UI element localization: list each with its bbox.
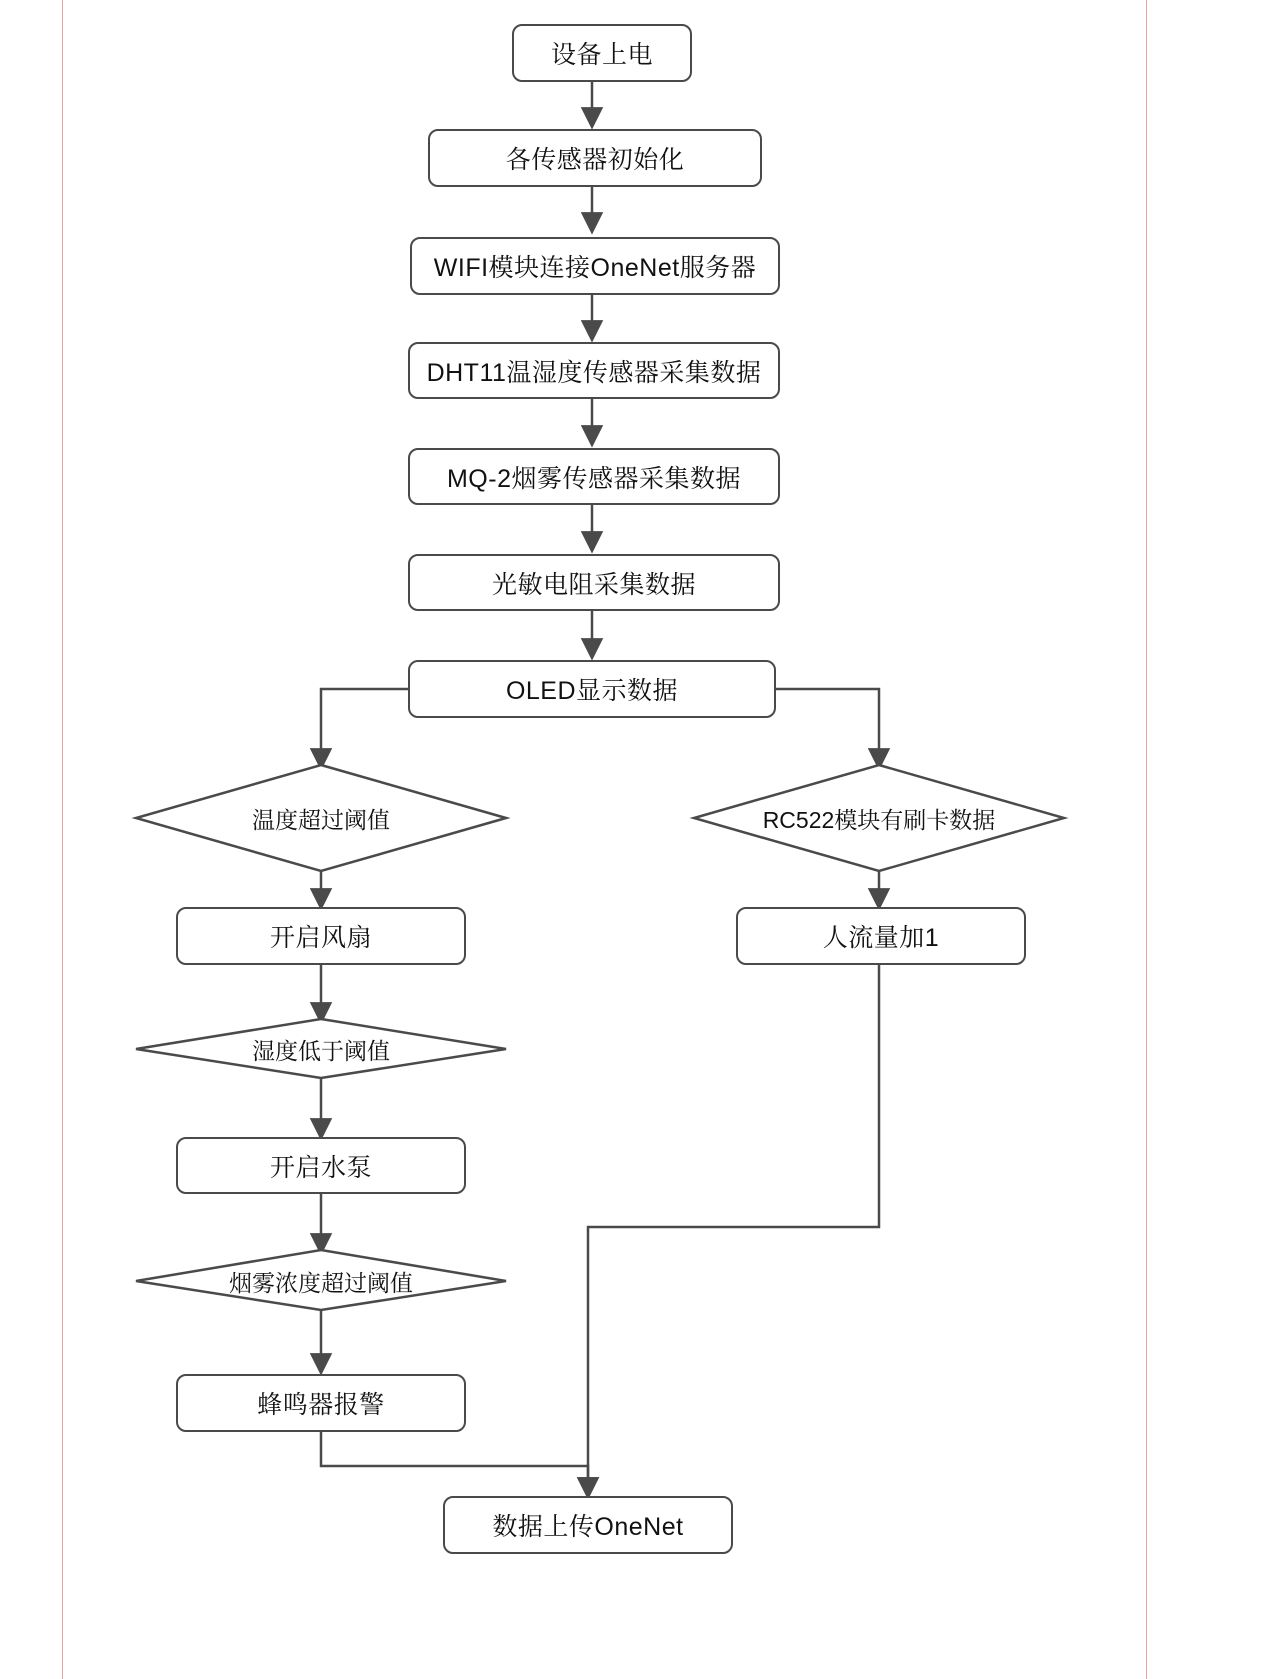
- node-label: 开启风扇: [269, 924, 372, 952]
- decision-shape-smoke: [136, 1250, 506, 1310]
- node-label: 湿度低于阈值: [252, 1037, 390, 1064]
- node-label: MQ-2烟雾传感器采集数据: [446, 464, 741, 493]
- node-start-pump[interactable]: [176, 1137, 466, 1194]
- node-start-fan[interactable]: [176, 907, 466, 965]
- node-increment-people-count[interactable]: [736, 907, 1026, 965]
- node-label: 光敏电阻采集数据: [491, 570, 696, 599]
- node-label: 烟雾浓度超过阈值: [229, 1269, 413, 1296]
- decision-shape-rfid: [694, 765, 1064, 871]
- node-oled-display[interactable]: [408, 660, 776, 718]
- node-label: 蜂鸣器报警: [257, 1391, 385, 1419]
- node-label: 温度超过阈值: [252, 806, 390, 833]
- node-label: OLED显示数据: [505, 677, 679, 705]
- decision-shape-humidity: [136, 1019, 506, 1078]
- node-upload-onenet[interactable]: [443, 1496, 733, 1554]
- node-label: WIFI模块连接OneNet服务器: [433, 254, 757, 282]
- node-power-on[interactable]: [512, 24, 692, 82]
- decision-shape-temperature: [136, 765, 506, 871]
- node-label: DHT11温湿度传感器采集数据: [426, 358, 762, 387]
- node-label: 开启水泵: [269, 1153, 372, 1182]
- node-label: 设备上电: [550, 41, 653, 69]
- node-wifi-connect[interactable]: [410, 237, 780, 295]
- node-label: RC522模块有刷卡数据: [762, 806, 996, 833]
- node-dht11-collect[interactable]: [408, 342, 780, 399]
- node-label: 数据上传OneNet: [492, 1513, 684, 1541]
- node-buzzer-alarm[interactable]: [176, 1374, 466, 1432]
- node-label: 各传感器初始化: [505, 146, 685, 174]
- node-label: 人流量加1: [822, 924, 940, 952]
- node-photoresistor-collect[interactable]: [408, 554, 780, 611]
- node-sensor-init[interactable]: [428, 129, 762, 187]
- node-mq2-collect[interactable]: [408, 448, 780, 505]
